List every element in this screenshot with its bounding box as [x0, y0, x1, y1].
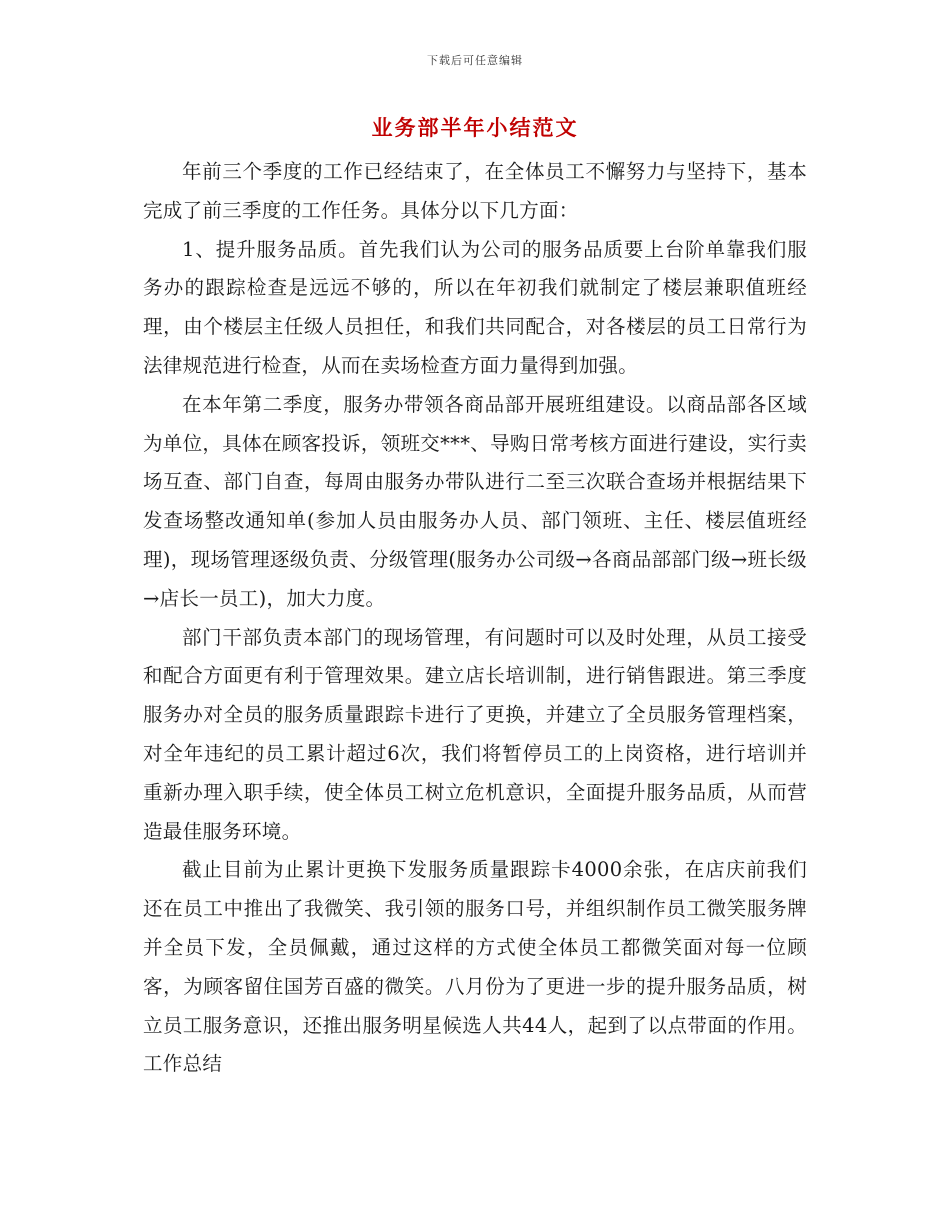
paragraph-service-quality: 1、提升服务品质。首先我们认为公司的服务品质要上台阶单靠我们服务办的跟踪检查是远远不够的，所以在年初我们就制定了楼层兼职值班经理，由个楼层主任级人员担任，和我们共同配合，对各楼层的员工日常行为法律规范进行检查，从而在卖场检查方面力量得到加强。: [143, 237, 807, 377]
paragraph-intro: 年前三个季度的工作已经结束了，在全体员工不懈努力与坚持下，基本完成了前三季度的工作任务。具体分以下几方面：: [143, 160, 807, 222]
page-header-note: 下载后可任意编辑: [427, 54, 523, 67]
paragraph-tracking-cards: 截止目前为止累计更换下发服务质量跟踪卡4000余张，在店庆前我们还在员工中推出了我微笑、我引领的服务口号，并组织制作员工微笑服务牌并全员下发，全员佩戴，通过这样的方式使全体员工都微笑面对每一位顾客，为顾客留住国芳百盛的微笑。八月份为了更进一步的提升服务品质，树立员工服务意识，还推出服务明星候选人共44人，起到了以点带面的作用。工作总结: [143, 858, 807, 1076]
paragraph-team-building: 在本年第二季度，服务办带领各商品部开展班组建设。以商品部各区域为单位，具体在顾客投诉，领班交***、导购日常考核方面进行建设，实行卖场互查、部门自查，每周由服务办带队进行二至三次联合查场并根据结果下发查场整改通知单(参加人员由服务办人员、部门领班、主任、楼层值班经理)，现场管理逐级负责、分级管理(服务办公司级→各商品部部门级→班长级→店长一员工)，加大力度。: [143, 392, 807, 610]
paragraph-department-management: 部门干部负责本部门的现场管理，有问题时可以及时处理，从员工接受和配合方面更有利于管理效果。建立店长培训制，进行销售跟进。第三季度服务办对全员的服务质量跟踪卡进行了更换，并建立了全员服务管理档案，对全年违纪的员工累计超过6次，我们将暂停员工的上岗资格，进行培训并重新办理入职手续，使全体员工树立危机意识，全面提升服务品质，从而营造最佳服务环境。: [143, 625, 807, 843]
document-title: 业务部半年小结范文: [371, 115, 579, 140]
document-body: [143, 153, 807, 1084]
